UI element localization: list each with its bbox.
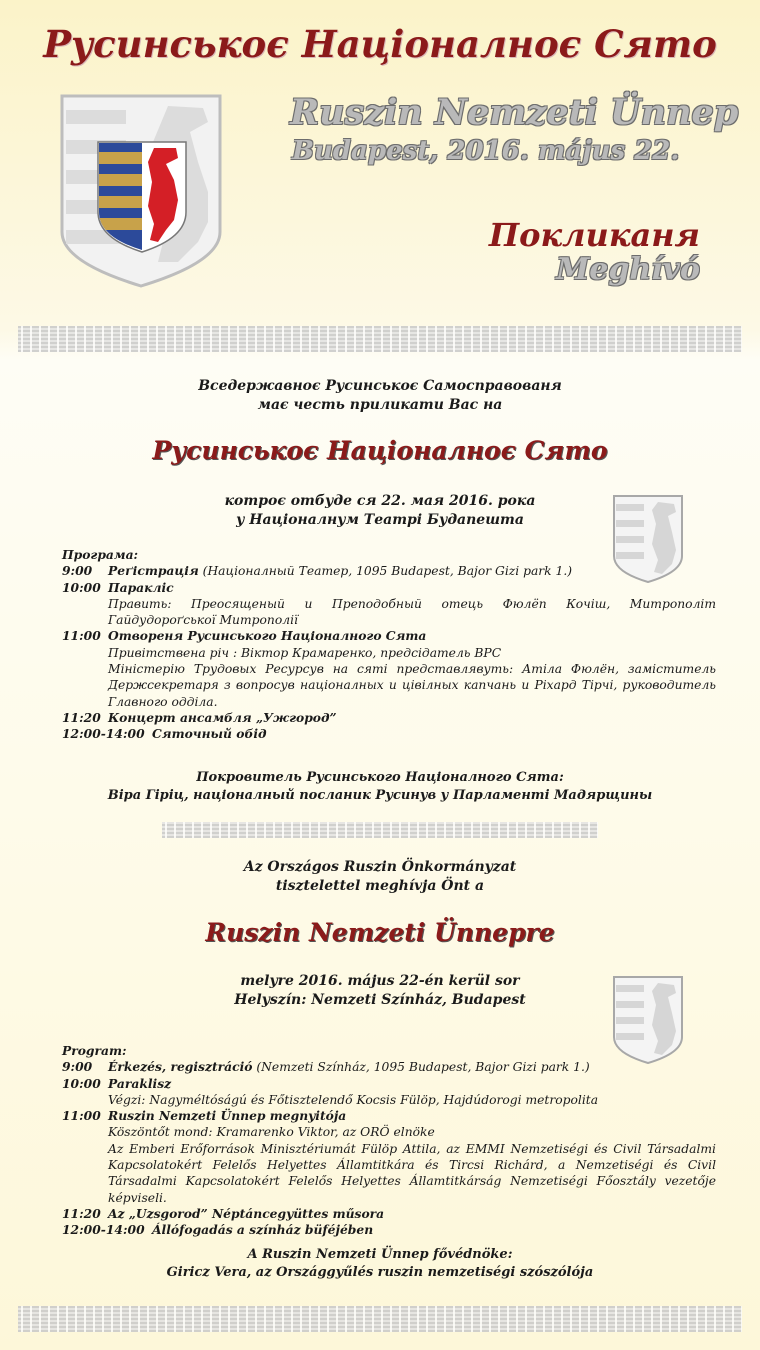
program-item-desc: Привiтствена рiч : Вiктор Крамаренко, предсiдатель ВРС [108, 645, 502, 660]
rusyn-event-title: Русинськоє Націоналноє Сято [152, 436, 608, 465]
program-header: Program: [62, 1043, 127, 1058]
program-item: 9:00 Érkezés, regisztráció (Nemzeti Színház, 1095 Budapest, Bajor Gizi park 1.) [62, 1059, 590, 1075]
ornament-divider-top [18, 326, 742, 352]
rusyn-patron-line1: Покровитель Русинського Націоналного Сята: [196, 770, 564, 785]
program-header: Програма: [62, 547, 139, 562]
program-item: 11:00 Отвореня Русинського Націоналного Сята [62, 628, 427, 644]
program-item: 12:00-14:00 Сяточный обiд [62, 726, 267, 742]
program-item: 11:20 Концерт ансамбля „Ужгород” [62, 709, 337, 725]
program-item: 12:00-14:00 Állófogadás a színház büféjében [62, 1222, 374, 1238]
rusyn-intro-line1: Вседержавноє Русинськоє Самосправованя [198, 378, 562, 394]
ornament-divider-bottom [18, 1306, 742, 1332]
invitation-rusyn: Покликаня [488, 216, 700, 254]
program-item-desc: Править: Преосященый и Преподобный отець Фюлёп Кочiш, Митрополiт Гайдудороґської Митрополiї [108, 596, 716, 628]
invitation-hungarian: Meghívó [556, 252, 700, 287]
program-item: 10:00 Параклiс [62, 579, 174, 595]
hungarian-patron-line1: A Ruszin Nemzeti Ünnep fővédnöke: [247, 1247, 513, 1262]
hungarian-title: Ruszin Nemzeti Ünnep [290, 92, 739, 133]
ornament-divider-middle [162, 822, 598, 838]
coat-of-arms-emblem [58, 92, 224, 290]
program-item-desc: Végzi: Nagyméltóságú és Főtisztelendő Kocsis Fülöp, Hajdúdorogi metropolita [108, 1092, 599, 1107]
event-date: Budapest, 2016. május 22. [292, 136, 680, 166]
hungarian-patron-line2: Giricz Vera, az Országgyűlés ruszin nemzetiségi szószólója [166, 1265, 594, 1280]
hungarian-venue-line1: melyre 2016. május 22-én kerül sor [240, 973, 520, 989]
rusyn-patron-line2: Вiра Гiрiц, націоналный посланик Русинув у Парламентi Мадярщины [107, 788, 653, 803]
rusyn-venue-line1: котроє отбуде ся 22. мая 2016. рока [224, 493, 536, 509]
program-item: 11:00 Ruszin Nemzeti Ünnep megnyitója [62, 1108, 347, 1124]
program-item-desc: Az Emberi Erőforrások Minisztériumát Fülöp Attila, az EMMI Nemzetiségi és Civil Társadalmi Kapcsolatokért Felelős Helyettes Államtitkára és Tircsi Richárd, a Nemzetiségi és Civil Társadalmi Kapcsolatokért Felelős Helyettes Államtitkárság Nemzetiségi Főosztály vezetője képviseli. [108, 1141, 716, 1205]
program-item: 10:00 Paraklisz [62, 1075, 172, 1091]
hungarian-event-title: Ruszin Nemzeti Ünnepre [205, 918, 555, 947]
hungarian-program [62, 1043, 716, 1239]
program-item-desc: Köszöntőt mond: Kramarenko Viktor, az ORÖ elnöke [108, 1125, 435, 1140]
hungarian-venue-line2: Helyszín: Nemzeti Színház, Budapest [234, 992, 526, 1008]
rusyn-program [62, 547, 716, 743]
hungarian-intro-line2: tisztelettel meghívja Önt a [275, 878, 485, 894]
rusyn-venue-line2: у Націоналнум Театрі Будапешта [236, 512, 524, 528]
rusyn-intro-line2: має честь приликати Вас на [257, 397, 503, 413]
hungarian-intro-line1: Az Országos Ruszin Önkormányzat [243, 859, 517, 875]
program-item: 9:00 Реґістрація (Націоналный Театер, 1095 Budapest, Bajor Gizi park 1.) [62, 563, 573, 579]
main-title: Русинськоє Націоналноє Сято [43, 22, 717, 66]
program-item: 11:20 Az „Uzsgorod” Néptáncegyüttes műsora [62, 1205, 385, 1221]
program-item-desc: Мiнiстерiю Трудовых Ресурсув на сятi представлявуть: Атiла Фюлëн, замiститель Держсекретаря з вопросув націоналных и цiвiлных капчань и Рiхард Тiрчi, руководитель Главного оддiла. [108, 662, 716, 709]
